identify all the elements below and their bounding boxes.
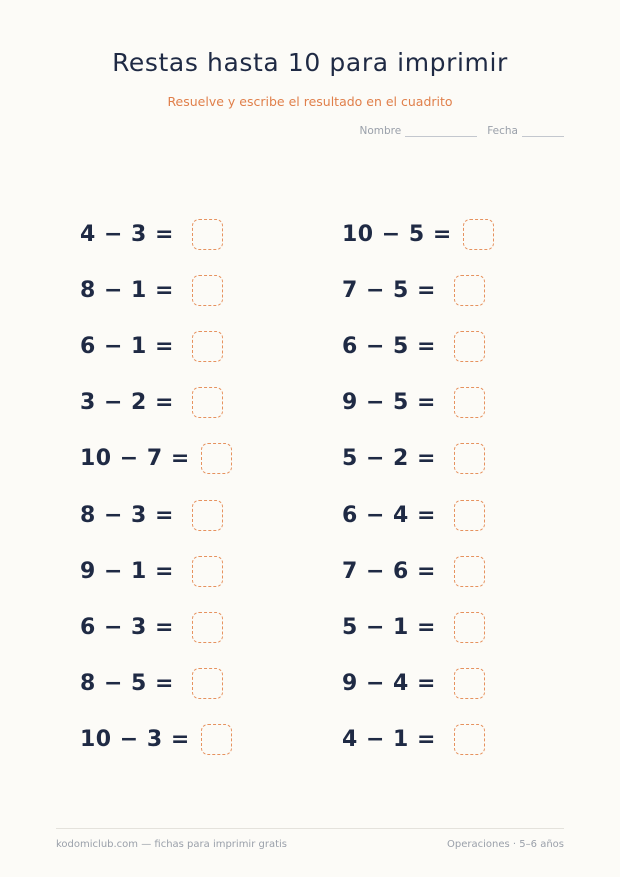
answer-box[interactable] bbox=[192, 387, 223, 418]
footer-site: kodomiclub.com — fichas para imprimir gratis bbox=[56, 839, 288, 850]
problem-expression: 4 − 1 = bbox=[342, 727, 436, 753]
subtraction-problem bbox=[80, 609, 223, 645]
date-line bbox=[522, 126, 564, 137]
answer-box[interactable] bbox=[454, 387, 485, 418]
subtraction-problem bbox=[342, 216, 494, 252]
answer-box[interactable] bbox=[192, 275, 223, 306]
answer-box[interactable] bbox=[192, 331, 223, 362]
problem-expression: 6 − 1 = bbox=[80, 333, 174, 359]
problem-expression: 8 − 3 = bbox=[80, 502, 174, 528]
problem-expression: 6 − 4 = bbox=[342, 502, 436, 528]
problem-expression: 8 − 5 = bbox=[80, 671, 174, 697]
problem-expression: 8 − 1 = bbox=[80, 277, 174, 303]
problem-expression: 6 − 5 = bbox=[342, 333, 436, 359]
page-title: Restas hasta 10 para imprimir bbox=[112, 48, 508, 77]
subtraction-problem bbox=[342, 441, 485, 477]
subtraction-problem bbox=[80, 216, 223, 252]
date-label: Fecha bbox=[487, 125, 518, 137]
subtraction-problem bbox=[80, 441, 232, 477]
student-info bbox=[349, 125, 564, 137]
answer-box[interactable] bbox=[454, 500, 485, 531]
footer-category: Operaciones · 5–6 años bbox=[447, 839, 564, 850]
answer-box[interactable] bbox=[463, 219, 494, 250]
name-label: Nombre bbox=[359, 125, 402, 137]
problem-expression: 10 − 3 = bbox=[80, 727, 190, 753]
problem-expression: 4 − 3 = bbox=[80, 221, 174, 247]
problem-expression: 3 − 2 = bbox=[80, 390, 174, 416]
answer-box[interactable] bbox=[192, 500, 223, 531]
subtraction-problem bbox=[342, 722, 485, 758]
answer-box[interactable] bbox=[454, 612, 485, 643]
subtraction-problem bbox=[342, 553, 485, 589]
answer-box[interactable] bbox=[454, 443, 485, 474]
subtraction-problem bbox=[80, 328, 223, 364]
name-field bbox=[359, 125, 477, 137]
problem-expression: 7 − 5 = bbox=[342, 277, 436, 303]
page-subtitle: Resuelve y escribe el resultado en el cuadrito bbox=[167, 94, 453, 109]
answer-box[interactable] bbox=[454, 331, 485, 362]
answer-box[interactable] bbox=[454, 556, 485, 587]
subtraction-problem bbox=[80, 722, 232, 758]
subtraction-problem bbox=[342, 272, 485, 308]
name-line bbox=[405, 126, 477, 137]
problem-expression: 10 − 7 = bbox=[80, 446, 190, 472]
answer-box[interactable] bbox=[192, 219, 223, 250]
subtraction-problem bbox=[80, 497, 223, 533]
answer-box[interactable] bbox=[454, 275, 485, 306]
problem-expression: 9 − 5 = bbox=[342, 390, 436, 416]
problem-expression: 9 − 1 = bbox=[80, 558, 174, 584]
footer-divider bbox=[56, 828, 564, 829]
answer-box[interactable] bbox=[454, 724, 485, 755]
subtraction-problem bbox=[342, 328, 485, 364]
subtraction-problem bbox=[80, 385, 223, 421]
subtraction-problem bbox=[80, 666, 223, 702]
problem-expression: 10 − 5 = bbox=[342, 221, 452, 247]
subtraction-problem bbox=[342, 666, 485, 702]
subtraction-problem bbox=[80, 272, 223, 308]
problem-expression: 6 − 3 = bbox=[80, 614, 174, 640]
problem-expression: 7 − 6 = bbox=[342, 558, 436, 584]
subtraction-problem bbox=[342, 497, 485, 533]
problem-expression: 9 − 4 = bbox=[342, 671, 436, 697]
subtraction-problem bbox=[342, 385, 485, 421]
answer-box[interactable] bbox=[201, 724, 232, 755]
problem-expression: 5 − 1 = bbox=[342, 614, 436, 640]
answer-box[interactable] bbox=[201, 443, 232, 474]
subtraction-problem bbox=[80, 553, 223, 589]
answer-box[interactable] bbox=[454, 668, 485, 699]
date-field bbox=[487, 125, 564, 137]
subtraction-problem bbox=[342, 609, 485, 645]
answer-box[interactable] bbox=[192, 668, 223, 699]
answer-box[interactable] bbox=[192, 556, 223, 587]
answer-box[interactable] bbox=[192, 612, 223, 643]
problem-expression: 5 − 2 = bbox=[342, 446, 436, 472]
